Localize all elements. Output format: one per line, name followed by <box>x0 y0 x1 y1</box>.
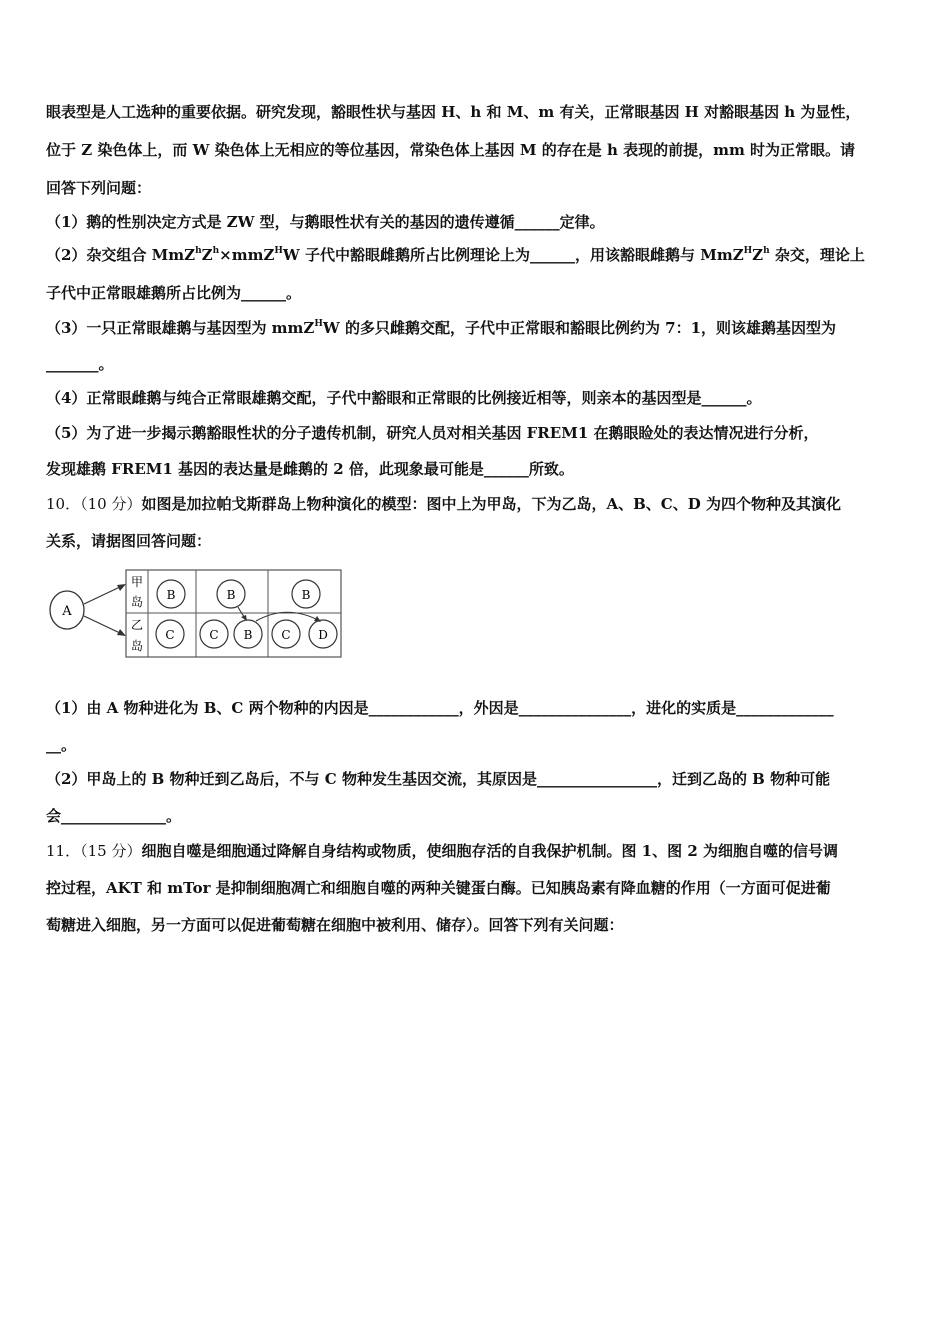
question-10-2: （2）甲岛上的 B 物种迁到乙岛后，不与 C 物种发生基因交流，其原因是________________，迁到乙岛的 B 物种可能 <box>46 770 831 788</box>
question-9-5: （5）为了进一步揭示鹅豁眼性状的分子遗传机制，研究人员对相关基因 FREM1 在鹅眼睑处的表达情况进行分析， <box>46 424 819 442</box>
species-label: C <box>281 628 291 642</box>
text-line: 控过程，AKT 和 mTor 是抑制细胞凋亡和细胞自噬的两种关键蛋白酶。已知胰岛素有降血糖的作用（一方面可促进葡 <box>46 879 831 897</box>
question-9-4: （4）正常眼雌鹅与纯合正常眼雄鹅交配，子代中豁眼和正常眼的比例接近相等，则亲本的基因型是______。 <box>46 389 762 407</box>
species-label: C <box>165 628 175 642</box>
island-bottom-label-1: 乙 <box>130 618 144 632</box>
question-9-2: （2）杂交组合 $MmZ^hZ^h\times mmZ^HW$ 子代中豁眼雌鹅所占比例理论上为______，用该豁眼雌鹅与 $MmZ^HZ^h$ 杂交，理论上 <box>46 246 865 264</box>
species-label: B <box>226 588 236 602</box>
text-line: 眼表型是人工选种的重要依据。研究发现，豁眼性状与基因 H、h 和 M、m 有关，正常眼基因 H 对豁眼基因 h 为显性， <box>46 103 861 121</box>
species-label: D <box>318 628 328 642</box>
text-line: __。 <box>46 736 77 754</box>
island-top-label-1: 甲 <box>130 575 144 589</box>
text-line: 会______________。 <box>46 807 182 825</box>
question-number: 10．（10 分） <box>46 495 142 513</box>
question-10: 10．（10 分）如图是加拉帕戈斯群岛上物种演化的模型：图中上为甲岛，下为乙岛，A、B、C、D 为四个物种及其演化 <box>46 495 841 513</box>
species-label: B <box>301 588 311 602</box>
arrow-head <box>117 584 126 591</box>
question-11: 11．（15 分）细胞自噬是细胞通过降解自身结构或物质，使细胞存活的自我保护机制。图 1、图 2 为细胞自噬的信号调 <box>46 842 838 860</box>
text-line: _______。 <box>46 355 114 373</box>
island-bottom-label-2: 岛 <box>130 639 144 653</box>
arrow-to-bottom <box>84 616 122 634</box>
text-line: 子代中正常眼雄鹅所占比例为______。 <box>46 284 302 302</box>
species-label: B <box>166 588 176 602</box>
island-top-label-2: 岛 <box>130 595 144 609</box>
species-label: B <box>243 628 253 642</box>
arrow-to-top <box>84 586 122 604</box>
question-number: 11．（15 分） <box>46 842 142 860</box>
arrow-head <box>117 629 126 636</box>
species-label: C <box>209 628 219 642</box>
question-10-1: （1）由 A 物种进化为 B、C 两个物种的内因是____________，外因是_______________，进化的实质是_____________ <box>46 699 834 717</box>
text-line: 回答下列问题： <box>46 179 152 197</box>
species-a-label: A <box>62 604 72 619</box>
text-line: 发现雄鹅 FREM1 基因的表达量是雌鹅的 2 倍，此现象最可能是______所致。 <box>46 460 574 478</box>
evolution-diagram <box>46 566 346 661</box>
text-line: 位于 Z 染色体上，而 W 染色体上无相应的等位基因，常染色体上基因 M 的存在是 h 表现的前提，mm 时为正常眼。请 <box>46 141 856 159</box>
question-9-3: （3）一只正常眼雄鹅与基因型为 mmZ$^H$W 的多只雌鹅交配，子代中正常眼和豁眼比例约为 7：1，则该雄鹅基因型为 <box>46 319 837 337</box>
text-line: 萄糖进入细胞，另一方面可以促进葡萄糖在细胞中被利用、储存）。回答下列有关问题： <box>46 916 624 934</box>
question-9-1: （1）鹅的性别决定方式是 ZW 型，与鹅眼性状有关的基因的遗传遵循______定律。 <box>46 213 605 231</box>
text-line: 关系，请据图回答问题： <box>46 532 212 550</box>
